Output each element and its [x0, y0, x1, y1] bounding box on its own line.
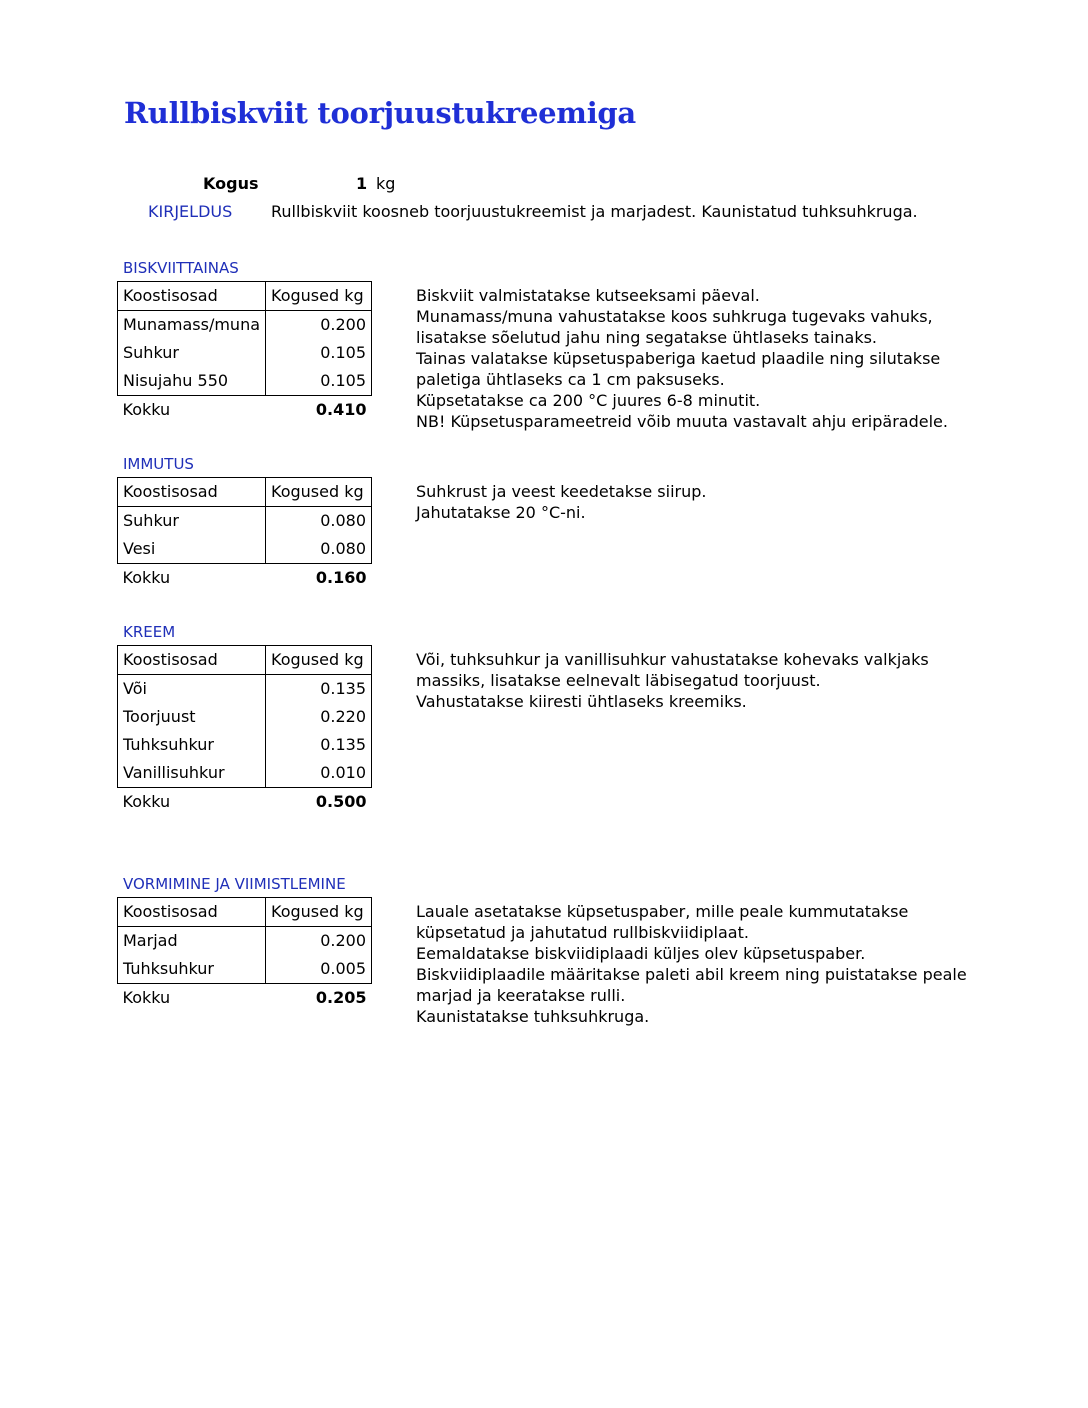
table-row: [118, 927, 372, 956]
ingredient-qty: 0.080: [266, 507, 372, 536]
ingredient-name: Toorjuust: [118, 703, 266, 731]
table-total-row: [118, 396, 372, 425]
instruction-line: Suhkrust ja veest keedetakse siirup.: [416, 482, 707, 501]
total-label: Kokku: [122, 792, 171, 811]
total-label: Kokku: [122, 400, 171, 419]
page-title: Rullbiskviit toorjuustukreemiga: [124, 96, 636, 130]
instructions-biskviittainas: [416, 285, 948, 432]
ingredient-name: Tuhksuhkur: [118, 955, 266, 984]
ingredient-qty: 0.200: [266, 927, 372, 956]
instruction-line: Jahutatakse 20 °C-ni.: [416, 503, 586, 522]
ingredient-qty: 0.105: [266, 367, 372, 396]
instruction-line: Eemaldatakse biskviidiplaadi küljes olev küpsetuspaber.: [416, 944, 866, 963]
ingredient-name: Marjad: [118, 927, 266, 956]
instruction-line: Vahustatakse kiiresti ühtlaseks kreemiks.: [416, 692, 747, 711]
table-row: [118, 675, 372, 704]
table-row: [118, 759, 372, 788]
total-value: 0.410: [315, 400, 367, 419]
ingredients-table-kreem: [117, 645, 372, 816]
table-header-quantity: Kogused kg: [266, 282, 372, 311]
quantity-label: Kogus: [203, 174, 259, 193]
table-header-quantity: Kogused kg: [266, 898, 372, 927]
table-header-ingredient: Koostisosad: [118, 478, 266, 507]
quantity-unit: kg: [376, 174, 396, 193]
ingredients-table-immutus: [117, 477, 372, 592]
ingredient-qty: 0.105: [266, 339, 372, 367]
instruction-line: Kaunistatakse tuhksuhkruga.: [416, 1007, 650, 1026]
total-label: Kokku: [122, 568, 171, 587]
total-value: 0.500: [315, 792, 367, 811]
table-row: [118, 367, 372, 396]
ingredient-qty: 0.135: [266, 731, 372, 759]
instruction-line: küpsetatud ja jahutatud rullbiskviidiplaat.: [416, 923, 749, 942]
section-label-kreem: KREEM: [123, 623, 176, 641]
ingredient-name: Tuhksuhkur: [118, 731, 266, 759]
description-label: KIRJELDUS: [148, 202, 233, 221]
instruction-line: Küpsetatakse ca 200 °C juures 6-8 minutit.: [416, 391, 761, 410]
instruction-line: Tainas valatakse küpsetuspaberiga kaetud plaadile ning silutakse: [416, 349, 941, 368]
instruction-line: Lauale asetatakse küpsetuspaber, mille peale kummutatakse: [416, 902, 909, 921]
ingredient-qty: 0.005: [266, 955, 372, 984]
table-total-row: [118, 788, 372, 817]
instruction-line: NB! Küpsetusparameetreid võib muuta vastavalt ahju eripäradele.: [416, 412, 948, 431]
instruction-line: Või, tuhksuhkur ja vanillisuhkur vahustatakse kohevaks valkjaks: [416, 650, 929, 669]
description-text: Rullbiskviit koosneb toorjuustukreemist ja marjadest. Kaunistatud tuhksuhkruga.: [271, 202, 918, 221]
table-total-row: [118, 564, 372, 593]
ingredient-name: Või: [118, 675, 266, 704]
ingredient-qty: 0.200: [266, 311, 372, 340]
section-label-immutus: IMMUTUS: [123, 455, 194, 473]
table-row: [118, 339, 372, 367]
instruction-line: paletiga ühtlaseks ca 1 cm paksuseks.: [416, 370, 725, 389]
total-value: 0.160: [315, 568, 367, 587]
ingredients-table-biskviittainas: [117, 281, 372, 424]
ingredient-name: Suhkur: [118, 507, 266, 536]
instruction-line: massiks, lisatakse eelnevalt läbisegatud toorjuust.: [416, 671, 821, 690]
instructions-vormimine: [416, 901, 967, 1027]
table-row: [118, 507, 372, 536]
instruction-line: lisatakse sõelutud jahu ning segatakse ühtlaseks tainaks.: [416, 328, 878, 347]
instruction-line: Biskviit valmistatakse kutseeksami päeval.: [416, 286, 760, 305]
ingredients-table-vormimine: [117, 897, 372, 1012]
ingredient-name: Nisujahu 550: [118, 367, 266, 396]
instruction-line: marjad ja keeratakse rulli.: [416, 986, 626, 1005]
table-total-row: [118, 984, 372, 1013]
table-header-ingredient: Koostisosad: [118, 646, 266, 675]
table-header-ingredient: Koostisosad: [118, 282, 266, 311]
ingredient-name: Vesi: [118, 535, 266, 564]
total-label: Kokku: [122, 988, 171, 1007]
section-label-biskviittainas: BISKVIITTAINAS: [123, 259, 239, 277]
ingredient-qty: 0.135: [266, 675, 372, 704]
quantity-value: 1: [356, 174, 368, 193]
table-header-quantity: Kogused kg: [266, 478, 372, 507]
total-value: 0.205: [315, 988, 367, 1007]
ingredient-name: Suhkur: [118, 339, 266, 367]
table-row: [118, 535, 372, 564]
instructions-kreem: [416, 649, 929, 712]
instruction-line: Biskviidiplaadile määritakse paleti abil kreem ning puistatakse peale: [416, 965, 967, 984]
ingredient-qty: 0.010: [266, 759, 372, 788]
section-label-vormimine: VORMIMINE JA VIIMISTLEMINE: [123, 875, 346, 893]
instruction-line: Munamass/muna vahustatakse koos suhkruga tugevaks vahuks,: [416, 307, 933, 326]
table-row: [118, 955, 372, 984]
table-header-ingredient: Koostisosad: [118, 898, 266, 927]
ingredient-name: Munamass/muna: [118, 311, 266, 340]
ingredient-qty: 0.080: [266, 535, 372, 564]
instructions-immutus: [416, 481, 706, 523]
table-row: [118, 311, 372, 340]
table-row: [118, 703, 372, 731]
ingredient-name: Vanillisuhkur: [118, 759, 266, 788]
ingredient-qty: 0.220: [266, 703, 372, 731]
table-row: [118, 731, 372, 759]
table-header-quantity: Kogused kg: [266, 646, 372, 675]
